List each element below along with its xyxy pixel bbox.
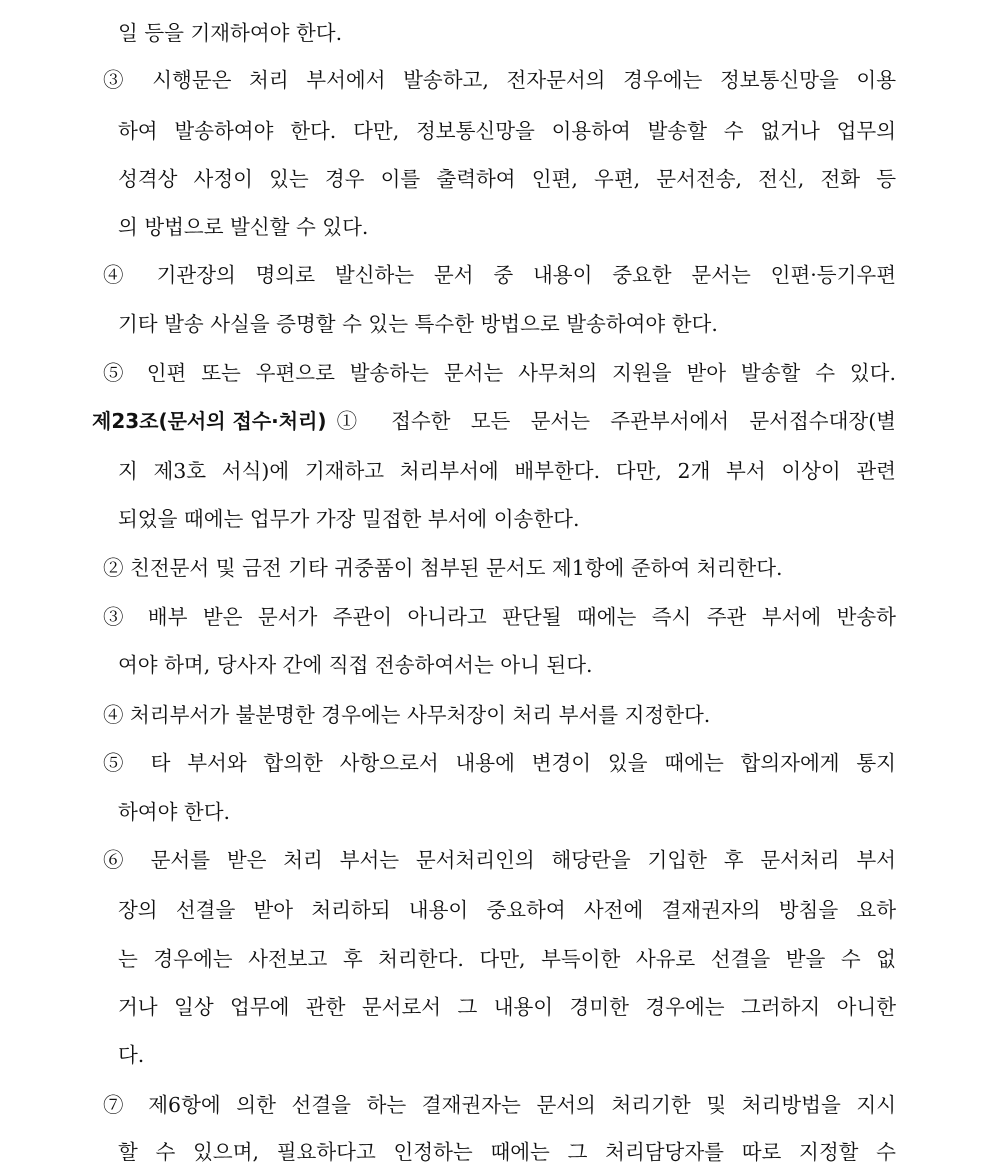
text-line: ③ 시행문은 처리 부서에서 발송하고, 전자문서의 경우에는 정보통신망을 이용	[103, 68, 896, 92]
text-line: 여야 하며, 당사자 간에 직접 전송하여서는 아니 된다.	[118, 653, 593, 677]
text-line: 일 등을 기재하여야 한다.	[118, 21, 343, 45]
text-line: ④ 처리부서가 불분명한 경우에는 사무처장이 처리 부서를 지정한다.	[103, 703, 711, 727]
text-line: 기타 발송 사실을 증명할 수 있는 특수한 방법으로 발송하여야 한다.	[118, 312, 718, 336]
text-line: 거나 일상 업무에 관한 문서로서 그 내용이 경미한 경우에는 그러하지 아니한	[118, 995, 896, 1019]
text-line: ③ 배부 받은 문서가 주관이 아니라고 판단될 때에는 즉시 주관 부서에 반송하	[103, 605, 896, 629]
article-line	[92, 407, 896, 435]
text-line: ⑤ 인편 또는 우편으로 발송하는 문서는 사무처의 지원을 받아 발송할 수 있다.	[103, 361, 896, 385]
text-line: 성격상 사정이 있는 경우 이를 출력하여 인편, 우편, 문서전송, 전신, 전화 등	[118, 167, 896, 191]
text-line: 되었을 때에는 업무가 가장 밀접한 부서에 이송한다.	[118, 507, 580, 531]
text-line: ⑤ 타 부서와 합의한 사항으로서 내용에 변경이 있을 때에는 합의자에게 통지	[103, 751, 896, 775]
text-line: 장의 선결을 받아 처리하되 내용이 중요하여 사전에 결재권자의 방침을 요하	[118, 898, 896, 922]
text-line: 지 제3호 서식)에 기재하고 처리부서에 배부한다. 다만, 2개 부서 이상이 관련	[118, 459, 896, 483]
text-line: ⑦ 제6항에 의한 선결을 하는 결재권자는 문서의 처리기한 및 처리방법을 지시	[103, 1093, 896, 1117]
text-line: ④ 기관장의 명의로 발신하는 문서 중 내용이 중요한 문서는 인편·등기우편	[103, 263, 896, 287]
text-line: ① 접수한 모든 문서는 주관부서에서 문서접수대장(별	[336, 409, 896, 433]
text-line: ⑥ 문서를 받은 처리 부서는 문서처리인의 해당란을 기입한 후 문서처리 부서	[103, 848, 896, 872]
text-line: 의 방법으로 발신할 수 있다.	[118, 215, 369, 239]
text-line: 하여야 한다.	[118, 800, 231, 824]
text-line: 다.	[118, 1043, 145, 1067]
text-line: 는 경우에는 사전보고 후 처리한다. 다만, 부득이한 사유로 선결을 받을 수 없	[118, 947, 896, 971]
text-line: ② 친전문서 및 금전 기타 귀중품이 첨부된 문서도 제1항에 준하여 처리한다.	[103, 556, 783, 580]
article-title: 제23조(문서의 접수·처리)	[92, 409, 327, 433]
text-line: 하여 발송하여야 한다. 다만, 정보통신망을 이용하여 발송할 수 없거나 업무의	[118, 119, 896, 143]
text-line: 할 수 있으며, 필요하다고 인정하는 때에는 그 처리담당자를 따로 지정할 수	[118, 1140, 896, 1164]
